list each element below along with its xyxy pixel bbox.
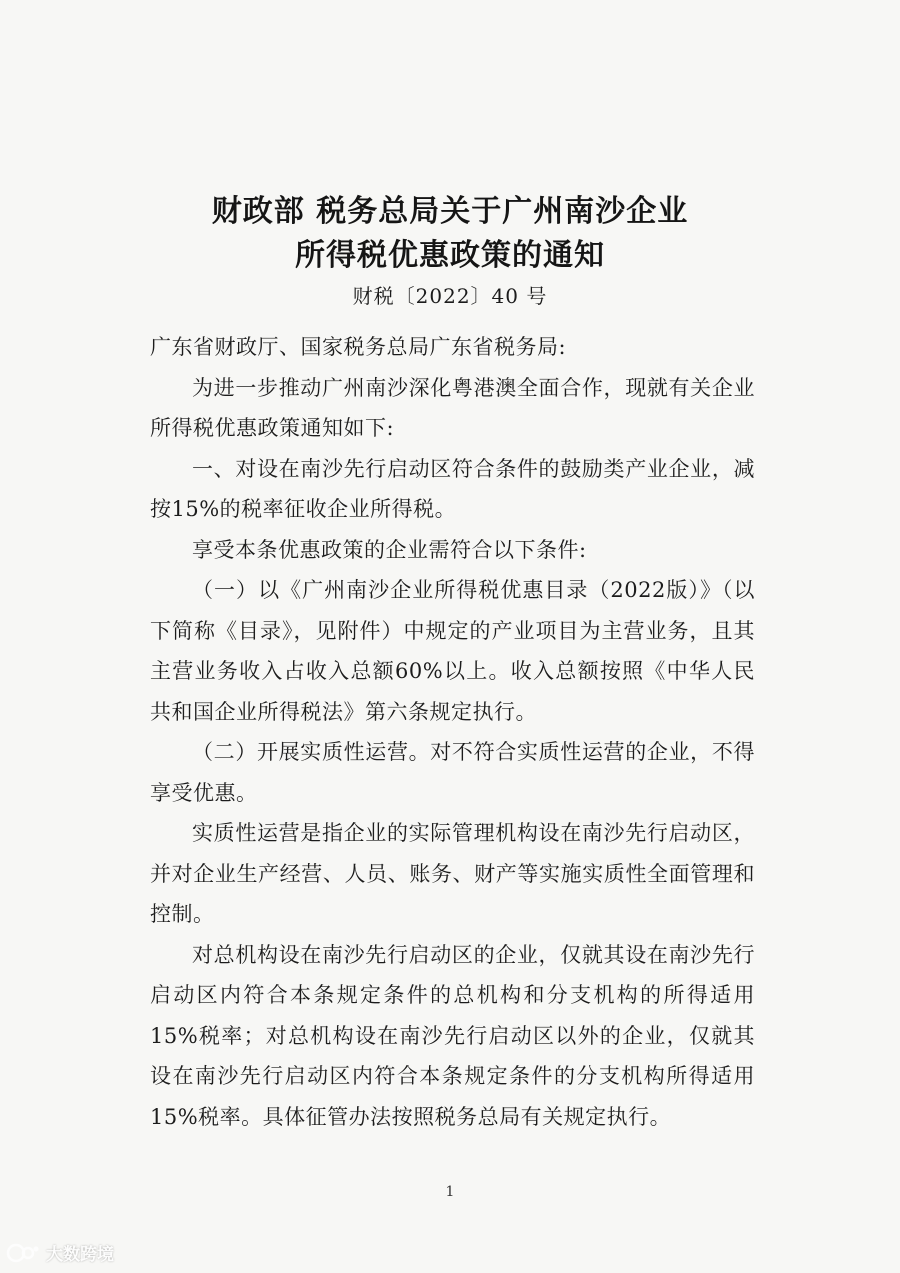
watermark-logo-icon [6,1242,40,1264]
page-number: 1 [445,1184,455,1200]
paragraph-condition-2: （二）开展实质性运营。对不符合实质性运营的企业，不得享受优惠。 [150,740,755,805]
document-title-line-2: 所得税优惠政策的通知 [295,238,605,273]
paragraph-conditions: 享受本条优惠政策的企业需符合以下条件: [192,537,587,562]
paragraph-substantive-operation: 实质性运营是指企业的实际管理机构设在南沙先行启动区，并对企业生产经营、人员、账务、财产等实施实质性全面管理和控制。 [150,821,755,926]
document-title-line-1: 财政部 税务总局关于广州南沙企业 [211,194,689,229]
paragraph-condition-1: （一）以《广州南沙企业所得税优惠目录（2022版）》（以下简称《目录》，见附件）中规定的产业项目为主营业务，且其主营业务收入占收入总额60%以上。收入总额按照《中华人民共和国企业所得税法》第六条规定执行。 [150,578,755,724]
watermark-text: 大数跨境 [46,1245,114,1265]
watermark [6,1240,114,1265]
document-body [150,327,755,1137]
paragraph-head-office: 对总机构设在南沙先行启动区的企业，仅就其设在南沙先行启动区内符合本条规定条件的总机构和分支机构的所得适用15%税率；对总机构设在南沙先行启动区以外的企业，仅就其设在南沙先行启动区内符合本条规定条件的分支机构所得适用15%税率。具体征管办法按照税务总局有关规定执行。 [150,942,755,1129]
paragraph-article-1: 一、对设在南沙先行启动区符合条件的鼓励类产业企业，减按15%的税率征收企业所得税。 [150,456,755,521]
addressee: 广东省财政厅、国家税务总局广东省税务局: [150,335,567,359]
paragraph-intro: 为进一步推动广州南沙深化粤港澳全面合作，现就有关企业所得税优惠政策通知如下: [150,375,755,440]
document-number: 财税〔2022〕40 号 [352,284,548,308]
